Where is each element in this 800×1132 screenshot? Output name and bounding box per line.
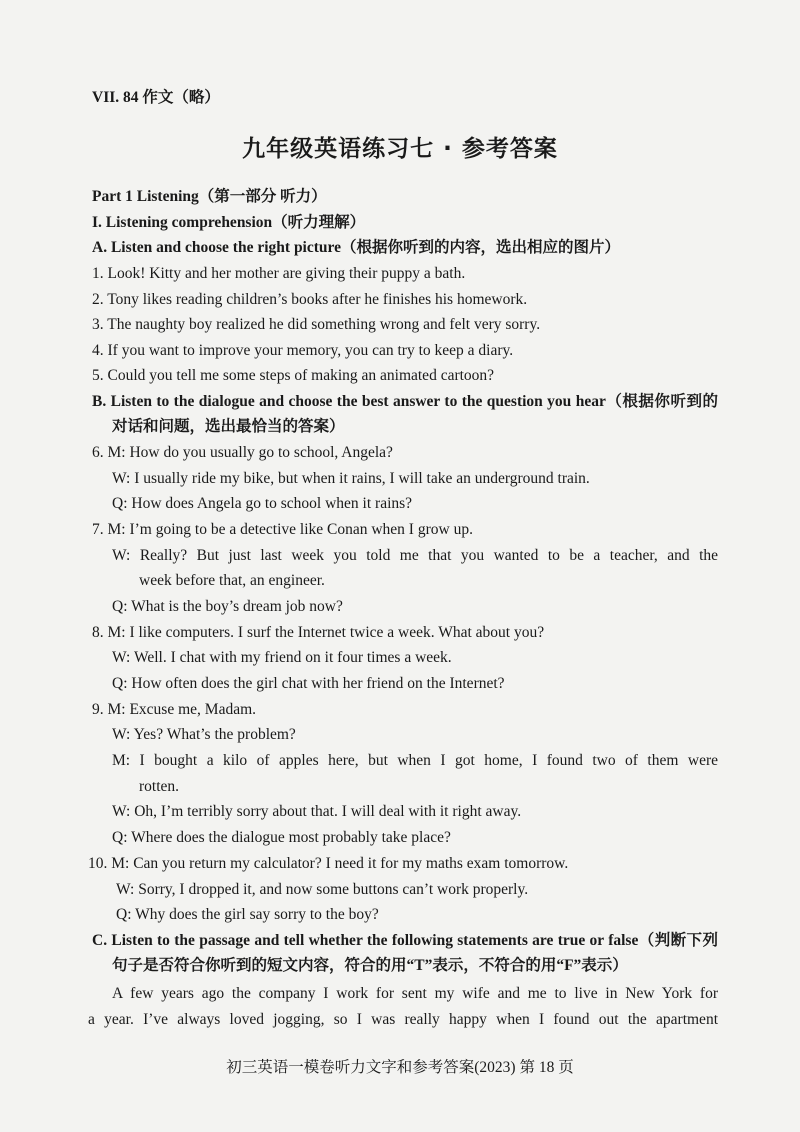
- dialogue-line: W: Oh, I’m terribly sorry about that. I will deal with it right away.: [112, 803, 522, 820]
- section-a-heading: A. Listen and choose the right picture（根据你听到的内容，选出相应的图片）: [92, 239, 621, 256]
- section-b-heading: B. Listen to the dialogue and choose the best answer to the question you hear（根据你听到的: [92, 393, 718, 410]
- list-item: 1. Look! Kitty and her mother are giving their puppy a bath.: [92, 265, 466, 282]
- section-b-heading-cont: 对话和问题，选出最恰当的答案）: [112, 418, 345, 435]
- page-title: 九年级英语练习七 · 参考答案: [242, 136, 558, 162]
- dialogue-question: Q: Where does the dialogue most probably take place?: [112, 829, 451, 846]
- section-c-heading: C. Listen to the passage and tell whether the following statements are true or false（判断下列: [92, 932, 718, 949]
- section-i-heading: I. Listening comprehension（听力理解）: [92, 214, 366, 231]
- list-item: 5. Could you tell me some steps of making an animated cartoon?: [92, 367, 495, 384]
- part-heading: Part 1 Listening（第一部分 听力）: [92, 188, 327, 205]
- dialogue-line: 10. M: Can you return my calculator? I need it for my maths exam tomorrow.: [88, 855, 569, 872]
- dialogue-line: W: Yes? What’s the problem?: [112, 726, 296, 743]
- list-item: 4. If you want to improve your memory, you can try to keep a diary.: [92, 342, 514, 359]
- page-footer: 初三英语一模卷听力文字和参考答案(2023) 第 18 页: [226, 1059, 574, 1076]
- list-item: 2. Tony likes reading children’s books after he finishes his homework.: [92, 291, 528, 308]
- top-note: VII. 84 作文（略）: [92, 89, 220, 106]
- dialogue-line-cont: week before that, an engineer.: [139, 572, 325, 589]
- list-item: 3. The naughty boy realized he did something wrong and felt very sorry.: [92, 316, 541, 333]
- passage-line: a year. I’ve always loved jogging, so I was really happy when I found out the apartment: [88, 1011, 718, 1028]
- dialogue-question: Q: What is the boy’s dream job now?: [112, 598, 343, 615]
- dialogue-line: W: Sorry, I dropped it, and now some buttons can’t work properly.: [116, 881, 529, 898]
- dialogue-line: 7. M: I’m going to be a detective like Conan when I grow up.: [92, 521, 473, 538]
- dialogue-line: W: Well. I chat with my friend on it four times a week.: [112, 649, 452, 666]
- dialogue-line: W: I usually ride my bike, but when it rains, I will take an underground train.: [112, 470, 590, 487]
- dialogue-question: Q: How does Angela go to school when it rains?: [112, 495, 413, 512]
- section-c-heading-cont: 句子是否符合你听到的短文内容，符合的用“T”表示，不符合的用“F”表示）: [112, 957, 628, 974]
- dialogue-line: M: I bought a kilo of apples here, but when I got home, I found two of them were: [112, 752, 718, 769]
- dialogue-line: 6. M: How do you usually go to school, Angela?: [92, 444, 393, 461]
- dialogue-line: 9. M: Excuse me, Madam.: [92, 701, 257, 718]
- dialogue-question: Q: Why does the girl say sorry to the boy?: [116, 906, 379, 923]
- dialogue-question: Q: How often does the girl chat with her friend on the Internet?: [112, 675, 505, 692]
- dialogue-line: 8. M: I like computers. I surf the Internet twice a week. What about you?: [92, 624, 545, 641]
- dialogue-line: W: Really? But just last week you told me that you wanted to be a teacher, and the: [112, 547, 718, 564]
- dialogue-line-cont: rotten.: [139, 778, 180, 795]
- passage-line: A few years ago the company I work for sent my wife and me to live in New York for: [112, 985, 718, 1002]
